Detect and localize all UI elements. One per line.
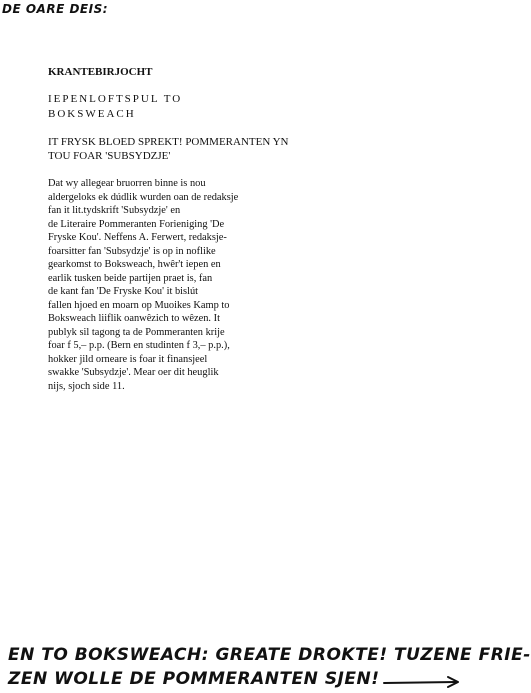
subheading-line: BOKSWEACH [48, 108, 136, 120]
body-line: earlik tusken beide partijen praet is, fan [48, 272, 213, 284]
right-arrow-icon [382, 675, 462, 689]
body-line: hokker jild orneare is foar it finansjeel [48, 353, 208, 365]
headline-line: IT FRYSK BLOED SPREKT! POMMERANTEN YN [48, 136, 289, 148]
article-kicker: KRANTEBIRJOCHT [48, 66, 153, 78]
body-line: de Literaire Pommeranten Forieniging 'De [48, 218, 225, 230]
body-line: Boksweach liiflik oanwêzich to wêzen. It [48, 313, 220, 324]
body-line: publyk sil tagong ta de Pommeranten krije [48, 326, 225, 338]
body-line: fan it lit.tydskrift 'Subsydzje' en [48, 205, 181, 216]
body-line: swakke 'Subsydzje'. Mear oer dit heuglik [48, 367, 219, 378]
body-line: fallen hjoed en moarn op Muoikes Kamp to [48, 299, 230, 311]
body-line: de kant fan 'De Fryske Kou' it bislút [48, 286, 199, 297]
article-subheading [48, 92, 348, 122]
article-headline [48, 135, 348, 163]
body-line: foarsitter fan 'Subsydzje' is op in noflike [48, 245, 216, 257]
body-line: Dat wy allegear bruorren binne is nou [48, 178, 206, 189]
bottom-note-line: EN TO BOKSWEACH: GREATE DROKTE! TUZENE FRIE- [8, 645, 531, 665]
headline-line: TOU FOAR 'SUBSYDZJE' [48, 150, 171, 162]
body-line: Fryske Kou'. Neffens A. Ferwert, redaksje- [48, 232, 227, 243]
bottom-note-line: ZEN WOLLE DE POMMERANTEN SJEN! [8, 669, 380, 689]
top-handwritten-note: DE OARE DEIS: [2, 2, 109, 16]
body-line: aldergeloks ek dúdlik wurden oan de redaksje [48, 191, 239, 203]
body-line: gearkomst to Boksweach, hwêr't iepen en [48, 259, 221, 270]
body-line: foar f 5,– p.p. (Bern en studinten f 3,– p.p.), [48, 340, 230, 351]
newspaper-clipping [48, 66, 348, 393]
body-line: nijs, sjoch side 11. [48, 380, 125, 392]
subheading-line: IEPENLOFTSPUL TO [48, 93, 183, 105]
article-body [48, 177, 348, 393]
